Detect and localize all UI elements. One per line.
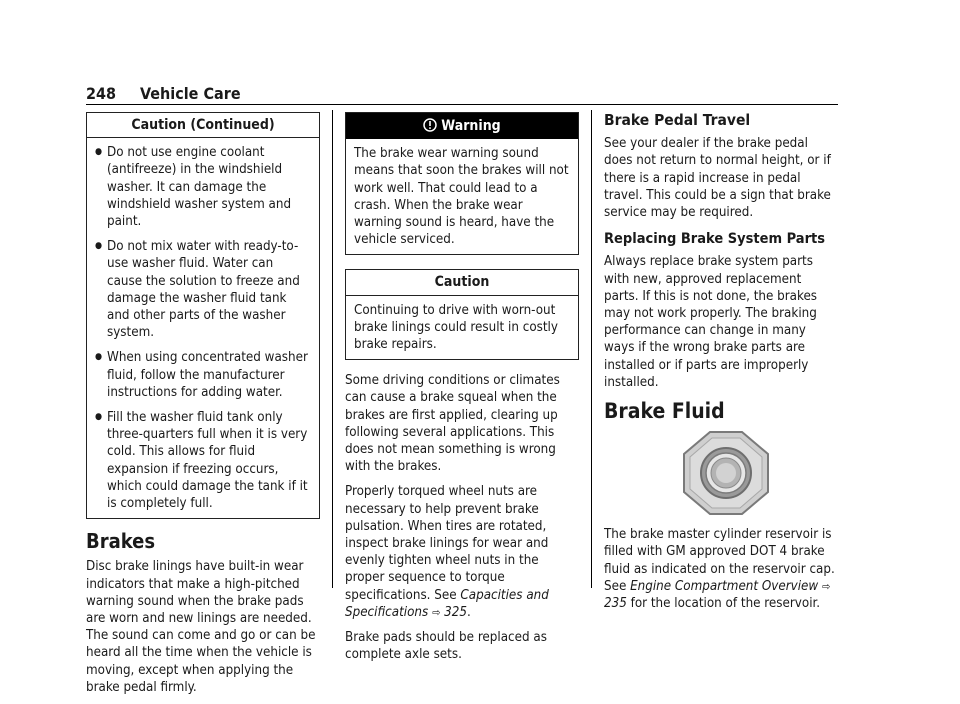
bullet-item: ● Fill the washer fluid tank only three-quarters full when it is very cold. This allows for fluid expansion if freezing occurs, which could damage the tank if it is completely full. bbox=[95, 410, 308, 512]
warning-icon bbox=[423, 118, 437, 132]
brake-fluid-cap-icon bbox=[681, 430, 771, 516]
wheel-nuts-paragraph: Properly torqued wheel nuts are necessary to help prevent brake pulsation. When tires are rotated, inspect brake linings for wear and evenly tighten wheel nuts in the proper sequence to torque specifications. See Capacities and Specifications ⇨ 325. bbox=[345, 484, 549, 620]
caution-box bbox=[345, 269, 579, 360]
caution-continued-title: Caution (Continued) bbox=[87, 113, 319, 138]
bullet-item: ● Do not use engine coolant (antifreeze) in the windshield washer. It can damage the windshield washer system and paint. bbox=[95, 145, 292, 230]
column-divider bbox=[332, 110, 333, 588]
column-divider bbox=[591, 110, 592, 588]
page-number: 248 bbox=[86, 84, 117, 103]
page-header bbox=[86, 82, 838, 106]
warning-title: Warning bbox=[346, 113, 578, 139]
column-1 bbox=[86, 112, 320, 704]
bullet-icon: ● bbox=[95, 412, 103, 423]
page-ref-arrow-icon: ⇨ bbox=[432, 605, 441, 619]
bullet-item: ● Do not mix water with ready-to-use washer fluid. Water can cause the solution to freeze and damage the washer fluid tank and other parts of the washer system. bbox=[95, 239, 300, 341]
page-ref-325[interactable]: 325 bbox=[444, 604, 467, 620]
page-ref-arrow-icon: ⇨ bbox=[822, 579, 831, 593]
brake-fluid-heading: Brake Fluid bbox=[604, 399, 725, 424]
bullet-icon: ● bbox=[95, 241, 103, 252]
bullet-item: ● When using concentrated washer fluid, follow the manufacturer instructions for adding water. bbox=[95, 350, 308, 400]
brake-pedal-travel-paragraph: See your dealer if the brake pedal does not return to normal height, or if there is a rapid increase in pedal travel. This could be a sign that brake service may be required. bbox=[604, 136, 831, 221]
column-2 bbox=[345, 112, 579, 671]
warning-body: The brake wear warning sound means that soon the brakes will not work well. That could lead to a crash. When the brake wear warning sound is heard, have the vehicle serviced. bbox=[354, 146, 569, 248]
capacities-link[interactable]: Capacities and Specifications bbox=[345, 587, 549, 620]
brake-fluid-paragraph: The brake master cylinder reservoir is filled with GM approved DOT 4 brake fluid as indicated on the reservoir cap. See Engine Compartment Overview ⇨ 235 for the location of the reservoir. bbox=[604, 527, 835, 612]
engine-compartment-link[interactable]: Engine Compartment Overview bbox=[630, 578, 819, 594]
replacing-parts-heading: Replacing Brake System Parts bbox=[604, 231, 826, 248]
page-section-title: Vehicle Care bbox=[140, 84, 241, 103]
caution-continued-body bbox=[87, 138, 319, 518]
caution-body: Continuing to drive with worn-out brake linings could result in costly brake repairs. bbox=[354, 302, 558, 353]
column-3 bbox=[604, 112, 838, 620]
header-rule bbox=[86, 104, 838, 105]
bullet-icon: ● bbox=[95, 147, 103, 158]
brakes-paragraph: Disc brake linings have built-in wear indicators that make a high-pitched warning sound when the brake pads are worn and new linings are needed. The sound can come and go or can be heard all the time when the vehicle is moving, except when applying the brake pedal firmly. bbox=[86, 559, 316, 695]
brakes-heading: Brakes bbox=[86, 529, 156, 554]
bullet-icon: ● bbox=[95, 352, 103, 363]
brake-squeal-paragraph: Some driving conditions or climates can cause a brake squeal when the brakes are first applied, clearing up following several applications. This does not mean something is wrong with the brakes. bbox=[345, 373, 560, 475]
replacing-parts-paragraph: Always replace brake system parts with new, approved replacement parts. If this is not done, the brakes may not work properly. The braking performance can change in many ways if the wrong brake parts are installed or if parts are improperly installed. bbox=[604, 254, 818, 390]
caution-title: Caution bbox=[346, 270, 578, 295]
brake-pedal-travel-heading: Brake Pedal Travel bbox=[604, 111, 751, 129]
caution-continued-box bbox=[86, 112, 320, 519]
brake-pads-paragraph: Brake pads should be replaced as complete axle sets. bbox=[345, 630, 547, 663]
brake-fluid-cap-figure bbox=[604, 430, 838, 516]
warning-box bbox=[345, 112, 579, 255]
page-ref-235[interactable]: 235 bbox=[604, 596, 627, 612]
